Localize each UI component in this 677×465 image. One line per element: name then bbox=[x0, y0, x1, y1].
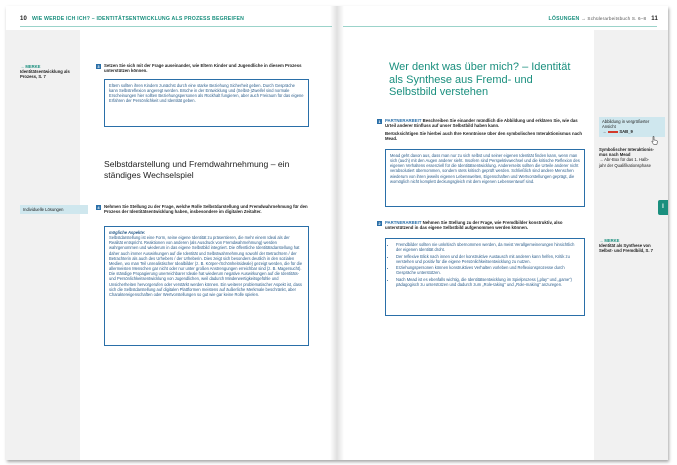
task-2-question: Nehmen Sie Stellung zu der Frage, wie Fremdbilder konstruktiv, also unterstützend in das eigene Selbstbild aufgenommen werden können. bbox=[385, 220, 563, 231]
merke-right-line-2: Selbst- und Fremdbild, S. 7 bbox=[599, 248, 653, 254]
sym-note-line-3: → Abr-Box für das 1. Halb- bbox=[599, 157, 650, 163]
section-heading: Selbstdarstellung und Fremdwahrnehmung – ein ständiges Wechselspiel bbox=[104, 159, 290, 180]
figure-box-link[interactable]: SAB_9 bbox=[619, 129, 633, 135]
merke-tag: → MERKE bbox=[20, 64, 41, 69]
task-2-bullet-list bbox=[390, 242, 580, 287]
task-number-1: 1 bbox=[378, 119, 381, 124]
figure-box-link-row[interactable]: → SAB_9 bbox=[602, 129, 633, 135]
task-2-bullet: • Fremdbilder sollten nie unkritisch übernommen werden, da meist Verallgemeinerungen hinsichtlich der eigenen Identität droht. bbox=[396, 242, 580, 252]
merke-line-2: Prozess, S. 7 bbox=[20, 74, 46, 80]
task-4-answer-title: mögliche Aspekte: bbox=[109, 230, 146, 235]
task-2-label: PARTNERARBEIT bbox=[385, 220, 422, 225]
right-header-title: LÖSUNGEN bbox=[548, 16, 580, 22]
right-page-number: 11 bbox=[651, 16, 658, 22]
digital-link-icon bbox=[608, 131, 618, 133]
left-page-header bbox=[20, 16, 244, 22]
sym-note-line-1: Symbolischer Interaktionis- bbox=[599, 147, 654, 152]
sym-note-line-4: jahr der Qualifikationsphase bbox=[599, 162, 651, 168]
right-header-rule bbox=[343, 26, 657, 27]
right-page-header bbox=[549, 16, 659, 22]
task-2-bullet: • Der reflexive Blick nach innen und der konstruktive Austausch mit anderen kann helfen, Kritik zu verstehen und positiv für die eigene Persönlichkeitsentwicklung zu nutzen. bbox=[396, 254, 580, 264]
left-page bbox=[6, 6, 337, 460]
task-4-answer: Selbstdarstellung ist eine Form, seine eigene Identität zu präsentieren, die mehr einem Ideal als der Realität entspricht. Reaktionen von anderen (als Ausdruck von Fremdwahrnehmung) werden wahrgenommen und wiederum in das eigene Selbstbild integriert. Die öffentliche Identitätsdarstellung hat daher auch immer Auswirkungen auf die Identität und Selbstwahrnehmung sowohl der Betrachtern / der Betrachterin als auch des Urhebers / der Urheberin. Dies zeigt sich besonders deutlich in den sozialen Medien, wo man Teil unrealistischer Idealbilder (z. B. Körper-/Schönheitsideale) gezeigt werden, die für die allermeisten Menschen gar nicht oder nur unter großen Anstrengungen erreichbar sind (z. B. Magersucht). Die ständige Propagierung unerreichbarer Ideale hat wiederum negative Auswirkungen auf die Identitäts- und Persönlichkeitsentwicklung von Jugendlichen, weil dadurch Minderwertigkeitsgefühle und Unsicherheiten hervorgerufen oder verstärkt werden können. Ein weiterer problematischer Aspekt ist, dass sich die Selbstdarstellung auf digitalen Plattformen meistens auf äußerliche Merkmale beschränkt, aber Charaktereigenschaften oder Wertvorstellungen so gut wie gar keine Rolle spielen. bbox=[109, 235, 303, 297]
task-2-answer-box bbox=[385, 238, 585, 316]
right-margin-merke-note bbox=[599, 238, 661, 254]
symbolic-interaction-note bbox=[599, 147, 661, 168]
task-number-3: 3 bbox=[97, 64, 100, 69]
task-3-text: Setzen Sie sich mit der Frage auseinander, wie Eltern Kinder und Jugendliche in diesem Prozess unterstützen können. bbox=[104, 63, 302, 74]
task-2-text bbox=[385, 220, 590, 231]
task-1-label: PARTNERARBEIT bbox=[385, 118, 422, 123]
figure-box-line-1: Abbildung in vergrößerter bbox=[602, 119, 650, 124]
task-3-answer: Eltern sollten ihren Kindern zunächst durch eine starke Beziehung Sicherheit geben. Durch Gespräche kann Selbstreflexion angeregt werden. Brüche in der Entwicklung und (Selbst-)Zweifel sind normale Erscheinungen hier sollten Beziehungspersonen als Rückhalt fungieren, aber auch Freiraum für das eigene Erfahren der Persönlichkeit und Identität geben. bbox=[109, 83, 304, 104]
chapter-tab[interactable]: I bbox=[658, 200, 668, 215]
main-heading: Wer denkt was über mich? – Identität als Synthese aus Fremd- und Selbstbild verstehen bbox=[389, 61, 571, 98]
left-page-number: 10 bbox=[20, 16, 28, 22]
task-1-hint: Berücksichtigen Sie hierbei auch Ihre Kenntnisse über den symbolischen Interaktionismus nach Mead. bbox=[385, 130, 582, 142]
task-2-bullet: • Erziehungspersonen können konstruktives Verhalten vorleben und Reflexionsprozesse durch Gespräche unterstützen. bbox=[396, 265, 580, 275]
task-1-text bbox=[385, 118, 585, 142]
task-1-question: Beschreiben Sie einander mündlich die Abbildung und erklären Sie, wie das Urteil anderer Einfluss auf unser Selbstbild haben kann. bbox=[385, 118, 578, 129]
sym-note-line-2: mus nach Mead bbox=[599, 152, 631, 158]
left-header-title: WIE WERDE ICH ICH? – IDENTITÄTSENTWICKLUNG ALS PROZESS BEGREIFEN bbox=[32, 16, 245, 22]
book-spread bbox=[6, 6, 668, 460]
left-header-rule bbox=[20, 26, 332, 27]
left-margin-column bbox=[6, 30, 80, 460]
task-number-2: 2 bbox=[378, 221, 381, 226]
task-3-answer-box bbox=[104, 79, 309, 127]
right-header-sub: → Schülerarbeitsbuch S. 6–8 bbox=[581, 16, 647, 21]
task-1-answer: Mead geht davon aus, dass man nur zu sich selbst und seiner eigenen Identität finden kann, wenn man sich (auch) mit den Augen anderer sieht. Insofern sind Perspektivwechsel und die kritische Reflexion des eigenen Verhaltens essenziell für die Identitätsentwicklung. Andererseits sollten die Urteile anderer nicht verabsolutiert übernommen, sondern stets kritisch geprüft werden. Schließlich sind andere Menschen wiederum von ihren jeweils eigenen Lebenswelten, Eigenschaften und Wertvorstellungen geprägt, die womöglich nicht komplett deckungsgleich mit dem eigenen Lebensentwurf sind. bbox=[390, 153, 580, 184]
merke-line-1: Identitätsentwicklung als bbox=[20, 69, 70, 75]
task-2-bullet: • Nach Mead ist es ebenfalls wichtig, die Identitätsentwicklung im Spielprozess („play“ und „game“) pädagogisch zu unterstützen und dadurch zum „Role-taking“ und „Role-making“ anzuregen. bbox=[396, 277, 580, 287]
hand-cursor-icon bbox=[651, 136, 658, 145]
task-4-answer-box bbox=[104, 226, 309, 346]
enlarged-figure-box[interactable] bbox=[599, 117, 665, 137]
individual-solutions-box: Individuelle Lösungen bbox=[20, 205, 88, 214]
left-margin-merke-note bbox=[20, 64, 78, 80]
task-4-text: Nehmen Sie Stellung zu der Frage, welche Rolle Selbstdarstellung und Fremdwahrnehmung für den Prozess der Identitätsentwicklung haben, insbesondere im digitalen Zeitalter. bbox=[104, 204, 308, 215]
merke-right-line-1: Identität als Synthese von bbox=[599, 243, 651, 249]
merke-tag-right: → MERKE bbox=[599, 238, 620, 243]
right-page bbox=[337, 6, 668, 460]
task-1-answer-box bbox=[385, 149, 585, 207]
task-number-4: 4 bbox=[97, 205, 100, 210]
figure-box-line-2: Ansicht bbox=[602, 124, 616, 130]
